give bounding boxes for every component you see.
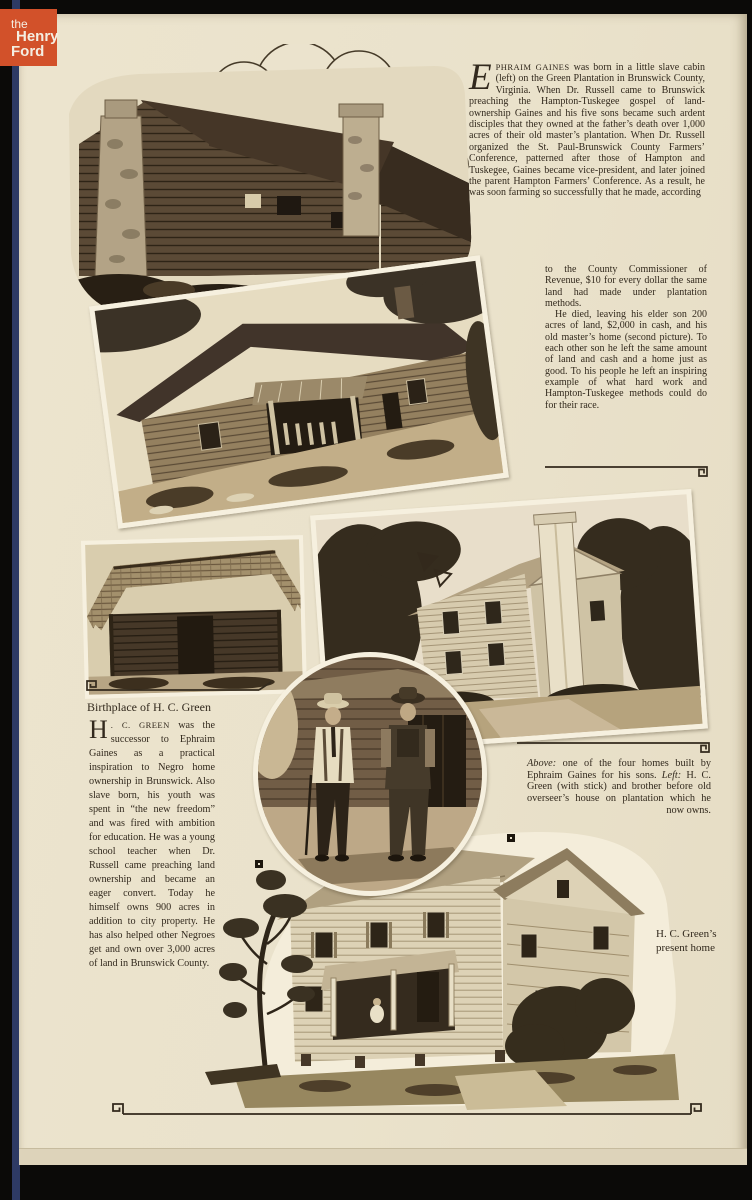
article-paragraph-1 xyxy=(469,57,705,199)
photo-marker-icon xyxy=(255,860,263,868)
spiral-rule-icon xyxy=(111,1100,703,1120)
logo-the: the xyxy=(11,17,28,31)
green-bio-paragraph xyxy=(89,715,216,971)
spiral-rule-icon xyxy=(83,678,279,696)
article-lead-smallcaps: PHRAIM GAINES xyxy=(495,62,570,72)
spiral-rule-icon xyxy=(517,740,715,756)
caption-above-text: one of the four homes built by Ephraim Gaines for his sons. xyxy=(527,758,711,781)
magazine-page xyxy=(19,14,747,1162)
caption-homes xyxy=(527,758,711,817)
dropcap-e: E xyxy=(469,57,492,98)
bio-text: was the successor to Ephraim Gaines as a practical inspiration to Negro home ownership in Brunswick. Also slave born, his youth was spent in “the new freedom” and was fired with ambition for education. He was a young school teacher when Dr. Russell came preaching land ownership and became an eager convert. Today he himself owns 900 acres in addition to city property. He has also helped other Negroes get and own over 3,000 acres of land in Brunswick County. xyxy=(89,720,216,969)
article-text: was born in a little slave cabin (left) on the Green Plantation in Brunswick County, Virginia. When Dr. Russell came to Brunswick preaching the Hampton-Tuskegee gospel of land-ownership Gaines and his five sons became such ardent disciples that they owned at the father’s death over 1,000 acres of their old master’s plantation. When Dr. Russell organized the St. Paul-Brunswick County Farmers’ Conference, patterned after those of Hampton and Tuskegee, Gaines became vice-president, and later joined the parent Hampton Farmers’ Conference. As a result, he was soon farming so successfully that he made, according xyxy=(469,62,705,199)
caption-present-home: H. C. Green’s present home xyxy=(656,928,717,954)
triangle-ornament-icon xyxy=(415,550,457,594)
bio-lead-smallcaps: . C. GREEN xyxy=(110,720,170,730)
article-paragraph-continued xyxy=(545,264,707,411)
dropcap-h: H xyxy=(89,715,108,744)
page-bottom-edge xyxy=(19,1148,747,1165)
article-text: He died, leaving his elder son 200 acres of land, $2,000 in cash, and his old master’s home (second picture). To each other son he left the same amount of land and cash and a home just as good. To his people he left an inspiring example of what hard work and Hampton-Tuskegee methods could do for their race. xyxy=(545,309,707,411)
henry-ford-logo xyxy=(0,9,57,66)
article-text: to the County Commissioner of Revenue, $10 for every dollar the same land had made under plantation methods. xyxy=(545,264,707,309)
photo-green-brothers-oval xyxy=(253,652,487,896)
caption-birthplace: Birthplace of H. C. Green xyxy=(87,700,211,714)
spiral-rule-icon xyxy=(545,464,713,480)
photo-marker-icon xyxy=(507,834,515,842)
photo-birthplace-cabin xyxy=(81,535,307,699)
caption-above-label: Above: xyxy=(527,758,557,769)
logo-ford: Ford xyxy=(11,43,45,60)
caption-left-label: Left: xyxy=(661,769,682,781)
logo-henry: Henry xyxy=(16,28,59,45)
caption-left-text: H. C. Green (with stick) and brother before old overseer’s house on plantation which he now owns. xyxy=(527,769,711,816)
